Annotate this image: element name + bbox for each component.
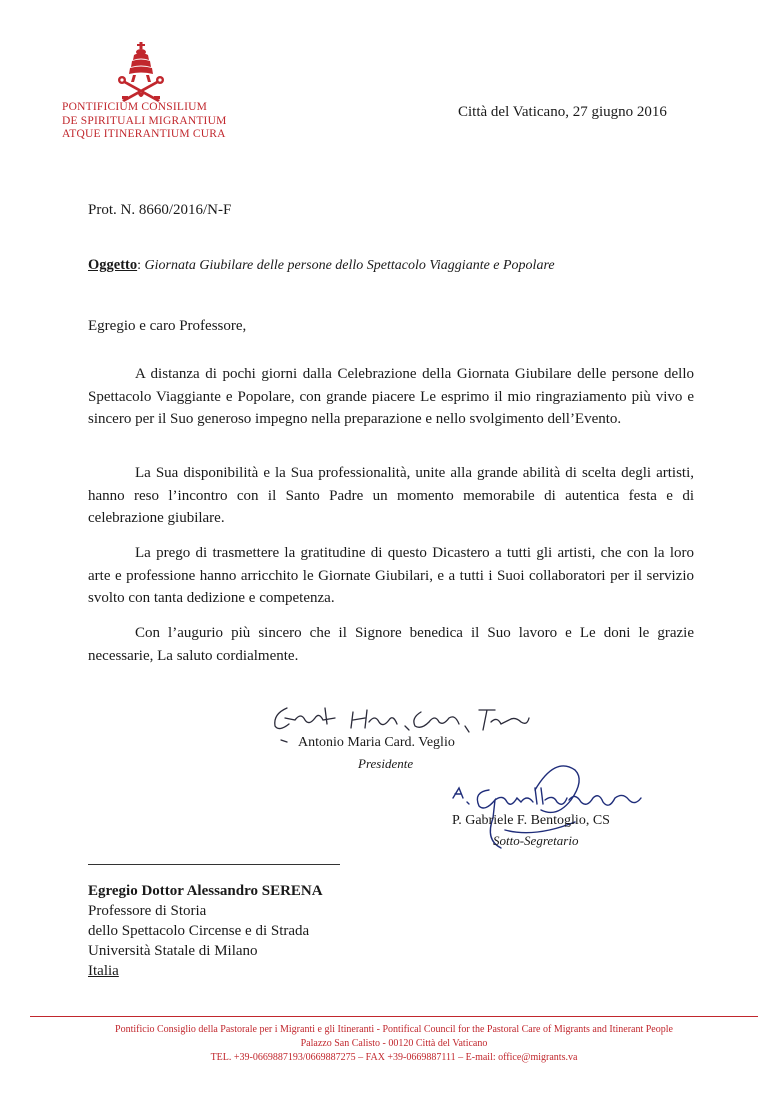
footer-line: Palazzo San Calisto - 00120 Città del Vaticano bbox=[300, 1038, 488, 1049]
salutation: Egregio e caro Professore, bbox=[88, 318, 247, 334]
body-paragraph: A distanza di pochi giorni dalla Celebrazione della Giornata Giubilare delle persone dello Spettacolo Viaggiante e Popolare, con grande piacere Le esprimo il mio ringraziamento più vivo e sincero per il Suo generoso impegno nella preparazione e nello svolgimento dell’Evento. bbox=[88, 366, 694, 427]
secretary-title: Sotto-Segretario bbox=[493, 833, 579, 848]
recipient-country: Italia bbox=[88, 963, 119, 979]
secretary-name: P. Gabriele F. Bentoglio, CS bbox=[452, 813, 610, 828]
org-line: ATQUE ITINERANTIUM CURA bbox=[62, 128, 226, 140]
recipient-name: Egregio Dottor Alessandro SERENA bbox=[88, 883, 323, 899]
place-date: Città del Vaticano, 27 giugno 2016 bbox=[458, 104, 667, 120]
subject-label: Oggetto bbox=[88, 257, 138, 273]
footer-divider bbox=[30, 1016, 758, 1017]
recipient-line: dello Spettacolo Circense e di Strada bbox=[88, 923, 310, 939]
footer-line: Pontificio Consiglio della Pastorale per i Migranti e gli Itineranti - Pontifical Council for the Pastoral Care of Migrants and Itinerant People bbox=[115, 1024, 673, 1035]
president-name: Antonio Maria Card. Veglio bbox=[298, 735, 455, 750]
body-paragraph: Con l’augurio più sincero che il Signore benedica il Suo lavoro e Le doni le grazie necessarie, La saluto cordialmente. bbox=[88, 625, 694, 664]
body-paragraph: La Sua disponibilità e la Sua professionalità, unite alla grande abilità di scelta degli artisti, hanno reso l’incontro con il Santo Padre un momento memorabile di autentica festa e di celebrazione giubilare. bbox=[88, 465, 694, 526]
body-paragraph: La prego di trasmettere la gratitudine di questo Dicastero a tutti gli artisti, che con la loro arte e professione hanno arricchito le Giornate Giubilari, e a tutti i Suoi collaboratori per il servizio svolto con tanta dedizione e competenza. bbox=[88, 545, 694, 606]
footer bbox=[30, 1023, 758, 1065]
protocol-number: Prot. N. 8660/2016/N-F bbox=[88, 202, 232, 218]
subject-line: Oggetto: Giornata Giubilare delle persone dello Spettacolo Viaggiante e Popolare bbox=[88, 257, 555, 273]
org-line: DE SPIRITUALI MIGRANTIUM bbox=[62, 114, 227, 127]
recipient-address bbox=[88, 881, 323, 981]
footer-line: TEL. +39-0669887193/0669887275 – FAX +39-0669887111 – E-mail: office@migrants.va bbox=[210, 1052, 578, 1063]
subject-text: Giornata Giubilare delle persone dello Spettacolo Viaggiante e Popolare bbox=[144, 258, 555, 273]
papal-emblem-icon bbox=[116, 42, 166, 104]
president-title: Presidente bbox=[358, 756, 414, 771]
address-divider bbox=[88, 864, 340, 865]
recipient-line: Professore di Storia bbox=[88, 903, 207, 919]
recipient-line: Università Statale di Milano bbox=[88, 943, 258, 959]
org-line: PONTIFICIUM CONSILIUM bbox=[62, 101, 208, 113]
organization-name bbox=[62, 101, 227, 142]
